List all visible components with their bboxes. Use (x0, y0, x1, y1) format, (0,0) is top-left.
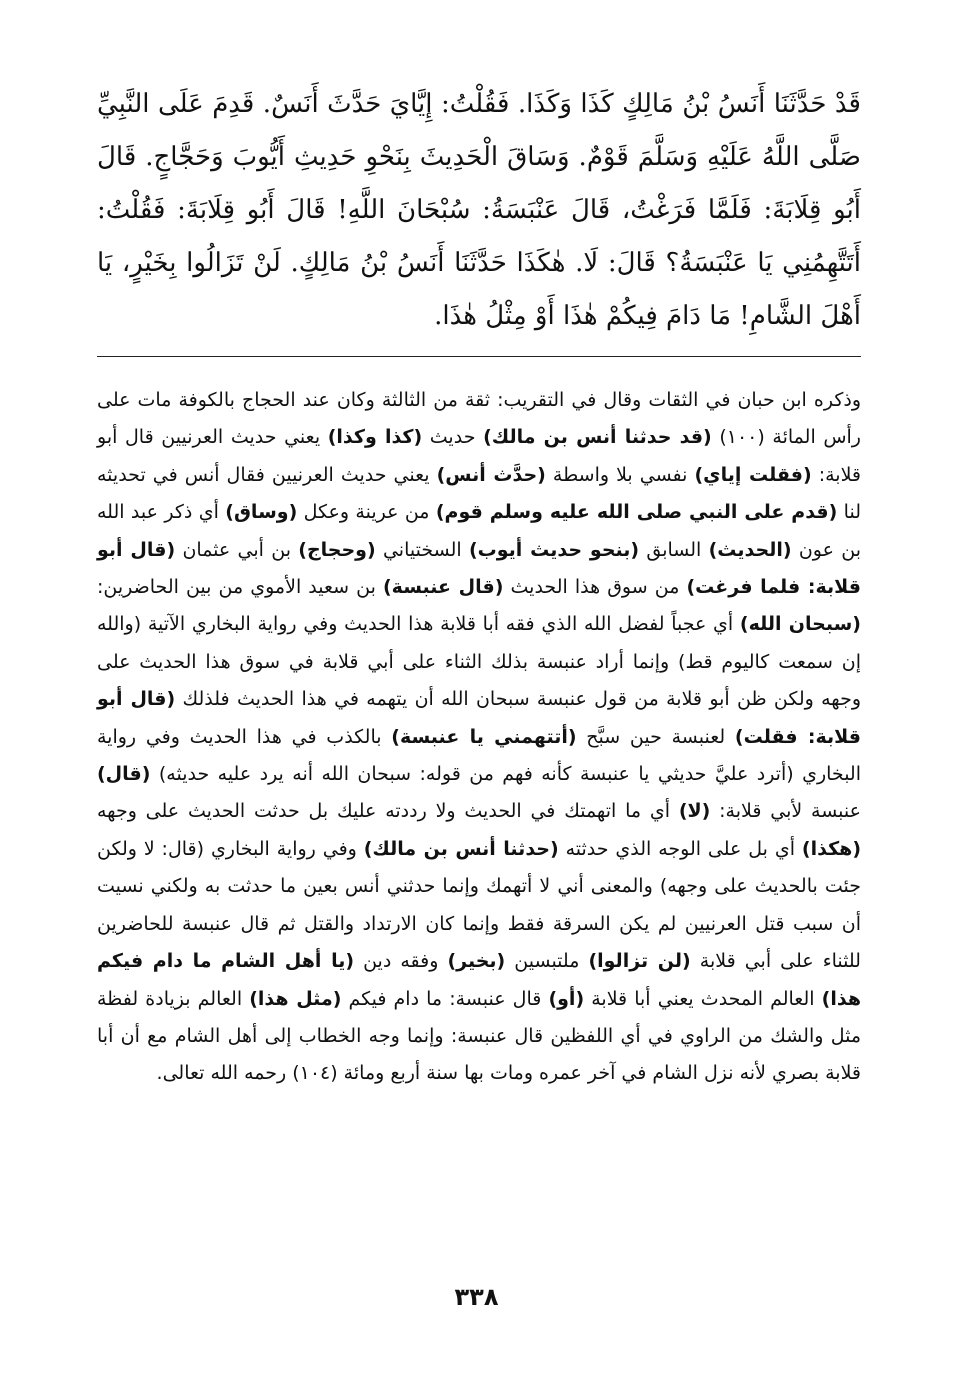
main-text-block (97, 78, 861, 343)
page-number: ٣٣٨ (454, 1283, 499, 1311)
footnote-quote: (فقلت إياي) (694, 463, 812, 486)
footnote-quote: (أتتهمني يا عنبسة) (391, 725, 577, 748)
footnote-quote: (الحديث) (708, 538, 792, 561)
footnote-quote: (قدم على النبي صلى الله عليه وسلم قوم) (435, 501, 838, 524)
footnote-text: عنبسة لأبي قلابة: (710, 800, 861, 823)
footnote-quote: (سبحان الله) (739, 613, 861, 636)
footnote-text: ملتبسين (505, 950, 589, 973)
footnote-text: وفي رواية البخاري (قال: لا ولكن جئت بالحديث على وجهه) والمعنى أني لا أتهمك وإنما حدثني أنس بعين ما حدثت به ولكني نسيت أن سبب قتل العرنيين لم يكن السرقة فقط وإنما كان الارتداد والقتل ثم قال عنبسة للحاضرين للثناء على أبي قلابة (97, 837, 861, 973)
footnote-text: أي عجباً لفضل الله الذي فقه أبا قلابة هذا الحديث وفي رواية البخاري الآتية (والله إن سمعت كاليوم قط) وإنما أراد عنبسة بذلك الثناء على أبي قلابة في سوق هذا الحديث على وجهه ولكن ظن أبو قلابة من قول عنبسة سبحان الله أن يتهمه في هذا الحديث فلذلك (97, 613, 861, 711)
footnote-quote: (قال) (97, 763, 151, 786)
footnote-quote: (حدَّث أنس) (436, 463, 546, 486)
footnote-quote: (حدثنا أنس بن مالك) (363, 837, 559, 860)
footnote-text: من سوق هذا الحديث (503, 576, 687, 599)
footnote-text: لعنبسة حين سبَّح (576, 725, 735, 748)
footnote-quote: (وحجاج) (298, 538, 376, 561)
footnote-text: أي بل على الوجه الذي حدثته (558, 837, 802, 860)
footnote-quote: (لن تزالوا) (588, 950, 691, 973)
footnote-quote: (بنحو حديث أيوب) (468, 538, 640, 561)
footnote-divider (97, 356, 861, 357)
footnote-text: السابق (639, 538, 709, 561)
footnote-text: نفسي بلا واسطة (545, 463, 695, 486)
footnote-quote: (قال أبو قلابة: فلما فرغت) (97, 538, 861, 599)
footnote-quote: (كذا وكذا) (327, 426, 423, 449)
footnote-quote: (قال أبو قلابة: فقلت) (97, 688, 861, 748)
footnote-text: العالم بزيادة لفظة مثل والشك من الراوي في أي اللفظين قال عنبسة: وإنما وجه الخطاب إلى أهل الشام مع أن أبا قلابة بصري لأنه نزل الشام في آخر عمره ومات بها سنة أربع ومائة (١٠٤) رحمه الله تعالى. (97, 987, 861, 1085)
footnote-text: بن سعيد الأموي من بين الحاضرين: (97, 576, 383, 599)
commentary-footnote (97, 382, 861, 1093)
footnote-text: أي ما اتهمتك في الحديث ولا رددته عليك بل حدثت الحديث على وجهه (97, 800, 679, 823)
footnote-quote: (هكذا) (801, 837, 861, 860)
footnote-text: السختياني (375, 538, 469, 561)
footnote-quote: (لا) (678, 800, 711, 823)
footnote-text: يعني حديث العرنيين قال أبو قلابة: (97, 426, 861, 486)
footnote-quote: (قال عنبسة) (383, 576, 504, 599)
footnote-text: وذكره ابن حبان في الثقات وقال في التقريب: ثقة من الثالثة وكان عند الحجاج بالكوفة مات على رأس المائة (١٠٠) (97, 389, 861, 449)
footnote-text: العالم المحدث يعني أبا قلابة (584, 987, 822, 1010)
footnote-quote: (أو) (548, 987, 585, 1010)
footnote-quote: (يا أهل الشام ما دام فيكم هذا) (97, 950, 862, 1010)
hadith-paragraph: قَدْ حَدَّثَنَا أَنَسُ بْنُ مَالِكٍ كَذَا وَكَذَا. فَقُلْتُ: إِيَّايَ حَدَّثَ أَنَسٌ. قَدِمَ عَلَى النَّبِيِّ صَلَّى اللَّهُ عَلَيْهِ وَسَلَّمَ قَوْمٌ. وَسَاقَ الْحَدِيثَ بِنَحْوِ حَدِيثِ أَيُّوبَ وَحَجَّاجٍ. قَالَ أَبُو قِلَابَةَ: فَلَمَّا فَرَغْتُ، قَالَ عَنْبَسَةُ: سُبْحَانَ اللَّهِ! قَالَ أَبُو قِلَابَةَ: فَقُلْتُ: أَتَتَّهِمُنِي يَا عَنْبَسَةُ؟ قَالَ: لَا. هٰكَذَا حَدَّثَنَا أَنَسُ بْنُ مَالِكٍ. لَنْ تَزَالُوا بِخَيْرٍ، يَا أَهْلَ الشَّامِ! مَا دَامَ فِيكُمْ هٰذَا أَوْ مِثْلُ هٰذَا. (97, 89, 861, 331)
footnote-text: من عرينة وعكل (297, 501, 436, 524)
footnote-quote: (مثل هذا) (249, 987, 342, 1010)
footnote-quote: (بخير) (447, 950, 506, 973)
footnote-text: أي ذكر عبد الله بن عون (97, 501, 861, 561)
footnote-quote: (وساق) (225, 501, 298, 524)
footnote-text: بالكذب في هذا الحديث وفي رواية البخاري (أترد عليَّ حديثي يا عنبسة كأنه فهم من قوله: سبحان الله أنه يرد عليه حديثه) (97, 725, 861, 786)
footnote-text: قال عنبسة: ما دام فيكم (341, 987, 549, 1010)
footnote-text: حديث (422, 426, 484, 449)
footnote-text: بن أبي عثمان (175, 538, 299, 561)
hadith-text (97, 78, 861, 343)
footnote-quote: (قد حدثنا أنس بن مالك) (483, 426, 712, 449)
footnote-text: يعني حديث العرنيين فقال أنس في تحديثه لنا (97, 463, 861, 524)
footnote-text: وفقه دين (354, 950, 448, 973)
